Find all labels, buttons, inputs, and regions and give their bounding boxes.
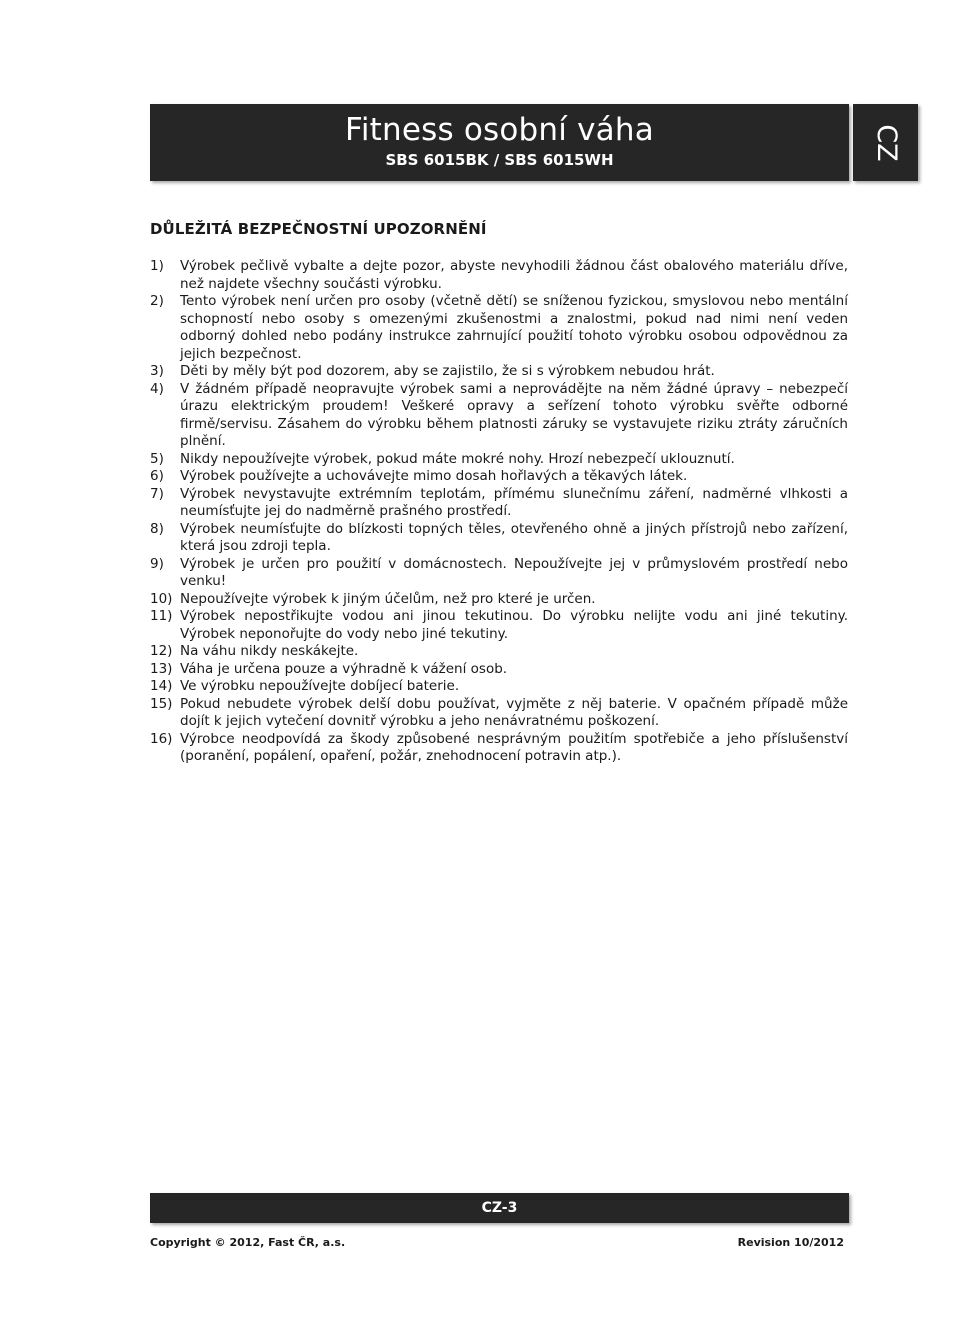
item-number: 4) [150,380,164,397]
item-number: 16) [150,730,173,747]
item-text: Tento výrobek není určen pro osoby (včetně dětí) se sníženou fyzickou, smyslovou nebo mentální schopností nebo osoby s omezenými zkušenostmi a znalostmi, pokud nad nimi není veden odborný dohled nebo podány instrukce zahrnující použití tohoto výrobku osobou odpovědnou za jejich bezpečnost. [180,293,848,362]
page-number: CZ-3 [481,1200,518,1216]
item-number: 7) [150,485,164,502]
list-item [150,468,848,486]
list-item [150,678,848,696]
revision-text: Revision 10/2012 [737,1236,844,1249]
item-text: Váha je určena pouze a výhradně k vážení osob. [180,660,508,677]
list-item [150,258,848,293]
list-item [150,608,848,643]
item-number: 5) [150,450,164,467]
language-tab [853,104,918,181]
list-item [150,661,848,679]
list-item [150,381,848,451]
list-item [150,556,848,591]
list-item [150,521,848,556]
item-number: 15) [150,695,173,712]
item-text: Výrobce neodpovídá za škody způsobené nesprávným použitím spotřebiče a jeho příslušenství (poranění, popálení, opaření, požár, znehodnocení potravin atp.). [180,730,848,764]
item-text: Výrobek používejte a uchovávejte mimo dosah hořlavých a těkavých látek. [180,468,688,484]
item-text: Ve výrobku nepoužívejte dobíjecí baterie. [180,678,460,694]
item-number: 3) [150,363,164,379]
language-tab-label: CZ [870,123,902,162]
list-item [150,696,848,731]
item-text: Výrobek neumísťujte do blízkosti topných těles, otevřeného ohně a jiných přístrojů nebo zařízení, která jsou zdroji tepla. [180,520,848,554]
item-text: Pokud nebudete výrobek delší dobu používat, vyjměte z něj baterie. V opačném případě může dojít k jejich vytečení dovnitř výrobku a jeho nenávratnému poškození. [180,695,848,729]
item-text: Děti by měly být pod dozorem, aby se zajistilo, že si s výrobkem nebudou hrát. [180,363,715,379]
safety-list [150,258,848,766]
item-text: Nikdy nepoužívejte výrobek, pokud máte mokré nohy. Hrozí nebezpečí uklouznutí. [180,450,735,467]
list-item [150,363,848,381]
item-number: 12) [150,643,173,659]
section-title: DŮLEŽITÁ BEZPEČNOSTNÍ UPOZORNĚNÍ [150,220,487,238]
item-number: 6) [150,468,164,484]
item-number: 2) [150,293,164,309]
item-number: 9) [150,555,164,572]
item-number: 14) [150,678,173,694]
model-subtitle: SBS 6015BK / SBS 6015WH [385,151,614,169]
item-number: 11) [150,608,173,624]
item-text: Výrobek je určen pro použití v domácnostech. Nepoužívejte jej v průmyslovém prostředí nebo venku! [180,555,848,589]
list-item [150,486,848,521]
footer-band [150,1193,849,1223]
header-band [150,104,849,181]
item-number: 8) [150,520,164,537]
item-text: Výrobek nepostřikujte vodou ani jinou tekutinou. Do výrobku nelijte vodu ani jiné tekutiny. Výrobek neponořujte do vody nebo jiné tekutiny. [180,608,848,642]
list-item [150,451,848,469]
list-item [150,293,848,363]
copyright-text: Copyright © 2012, Fast ČR, a.s. [150,1236,346,1249]
item-number: 10) [150,590,173,607]
list-item [150,591,848,609]
list-item [150,643,848,661]
item-text: Na váhu nikdy neskákejte. [180,643,359,659]
item-number: 13) [150,660,173,677]
list-item [150,731,848,766]
item-text: Nepoužívejte výrobek k jiným účelům, než pro které je určen. [180,590,596,607]
item-text: Výrobek nevystavujte extrémním teplotám, přímému slunečnímu záření, nadměrné vlhkosti a neumísťujte jej do nadměrně prašného prostředí. [180,485,848,519]
page-title: Fitness osobní váha [345,112,654,148]
item-text: V žádném případě neopravujte výrobek sami a neprovádějte na něm žádné úpravy – nebezpečí úrazu elektrickým proudem! Veškeré opravy a seřízení tohoto výrobku svěřte odborné firmě/servisu. Zásahem do výrobku během platnosti záruky se vystavujete riziku ztráty záručních plnění. [180,380,848,449]
item-number: 1) [150,258,164,274]
item-text: Výrobek pečlivě vybalte a dejte pozor, abyste nevyhodili žádnou část obalového materiálu dříve, než najdete všechny součásti výrobku. [180,258,848,292]
